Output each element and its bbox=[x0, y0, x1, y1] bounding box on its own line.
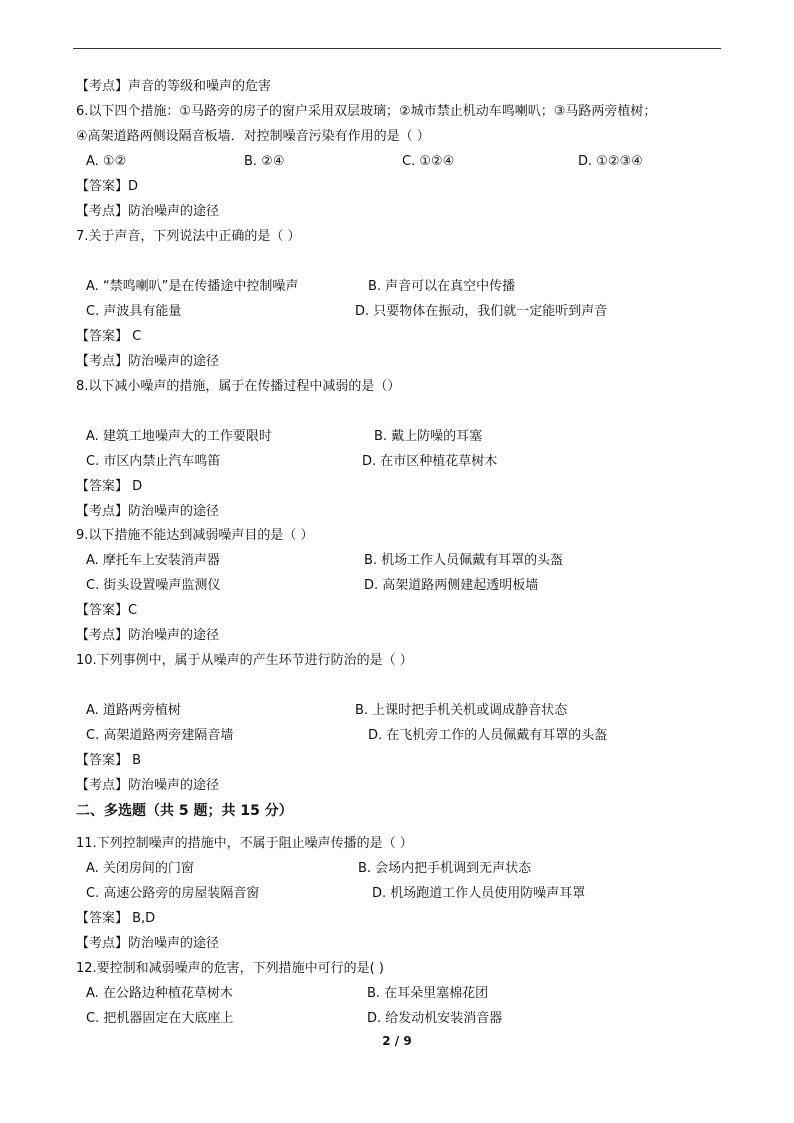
q6-answer: 【答案】D bbox=[76, 179, 139, 194]
q6-option-d: D. ①②③④ bbox=[578, 154, 643, 169]
q12-option-d: D. 给发动机安装消音器 bbox=[367, 1011, 503, 1026]
q11-option-c: C. 高速公路旁的房屋装隔音窗 bbox=[86, 886, 260, 901]
q6-option-b: B. ②④ bbox=[244, 154, 285, 169]
q11-answer: 【答案】 B,D bbox=[76, 911, 156, 926]
q12-stem: 12.要控制和减弱噪声的危害，下列措施中可行的是( ) bbox=[76, 961, 384, 976]
q11-option-b: B. 会场内把手机调到无声状态 bbox=[358, 861, 532, 876]
q6-stem-line2: ④高架道路两侧设隔音板墙．对控制噪音污染有作用的是（ ） bbox=[76, 129, 430, 144]
q9-option-d: D. 高架道路两侧建起透明板墙 bbox=[364, 578, 539, 593]
q8-option-c: C. 市区内禁止汽车鸣笛 bbox=[86, 454, 221, 469]
q8-kaodian: 【考点】防治噪声的途径 bbox=[76, 504, 220, 519]
q7-stem: 7.关于声音，下列说法中正确的是（ ） bbox=[76, 229, 301, 244]
q9-option-a: A. 摩托车上安装消声器 bbox=[86, 553, 220, 568]
q11-kaodian: 【考点】防治噪声的途径 bbox=[76, 936, 220, 951]
q10-kaodian: 【考点】防治噪声的途径 bbox=[76, 778, 220, 793]
q7-kaodian: 【考点】防治噪声的途径 bbox=[76, 354, 220, 369]
q11-option-d: D. 机场跑道工作人员使用防噪声耳罩 bbox=[372, 886, 586, 901]
q8-option-d: D. 在市区种植花草树木 bbox=[362, 454, 498, 469]
q10-stem: 10.下列事例中，属于从噪声的产生环节进行防治的是（ ） bbox=[76, 653, 413, 668]
q6-stem-line1: 6.以下四个措施：①马路旁的房子的窗户采用双层玻璃；②城市禁止机动车鸣喇叭；③马路两旁植树； bbox=[76, 104, 657, 119]
q7-answer: 【答案】 C bbox=[76, 329, 142, 344]
q8-option-b: B. 戴上防噪的耳塞 bbox=[374, 429, 483, 444]
page-number: 2 / 9 bbox=[382, 1034, 412, 1048]
q7-option-c: C. 声波具有能量 bbox=[86, 304, 182, 319]
q9-option-c: C. 街头设置噪声监测仪 bbox=[86, 578, 221, 593]
q7-option-d: D. 只要物体在振动，我们就一定能听到声音 bbox=[355, 304, 608, 319]
q12-option-a: A. 在公路边种植花草树木 bbox=[86, 986, 233, 1001]
header-rule bbox=[73, 48, 721, 49]
q11-option-a: A. 关闭房间的门窗 bbox=[86, 861, 194, 876]
q7-option-a: A. “禁鸣喇叭”是在传播途中控制噪声 bbox=[86, 279, 299, 294]
q9-answer: 【答案】C bbox=[76, 603, 138, 618]
q12-option-c: C. 把机器固定在大底座上 bbox=[86, 1011, 234, 1026]
q9-kaodian: 【考点】防治噪声的途径 bbox=[76, 628, 220, 643]
q10-answer: 【答案】 B bbox=[76, 753, 142, 768]
header-kaodian: 【考点】声音的等级和噪声的危害 bbox=[76, 79, 272, 94]
q8-answer: 【答案】 D bbox=[76, 479, 143, 494]
q9-stem: 9.以下措施不能达到减弱噪声目的是（ ） bbox=[76, 528, 314, 543]
q10-option-b: B. 上课时把手机关机或调成静音状态 bbox=[355, 703, 568, 718]
section-title-multiple-choice: 二、多选题（共 5 题；共 15 分） bbox=[76, 803, 293, 819]
q10-option-d: D. 在飞机旁工作的人员佩戴有耳罩的头盔 bbox=[368, 728, 608, 743]
q9-option-b: B. 机场工作人员佩戴有耳罩的头盔 bbox=[364, 553, 564, 568]
q6-kaodian: 【考点】防治噪声的途径 bbox=[76, 204, 220, 219]
q6-option-a: A. ①② bbox=[86, 154, 127, 169]
q10-option-c: C. 高架道路两旁建隔音墙 bbox=[86, 728, 234, 743]
q12-option-b: B. 在耳朵里塞棉花团 bbox=[367, 986, 489, 1001]
q6-option-c: C. ①②④ bbox=[402, 154, 455, 169]
q8-stem: 8.以下减小噪声的措施，属于在传播过程中减弱的是（） bbox=[76, 379, 401, 394]
q7-option-b: B. 声音可以在真空中传播 bbox=[368, 279, 516, 294]
q8-option-a: A. 建筑工地噪声大的工作要限时 bbox=[86, 429, 272, 444]
q11-stem: 11.下列控制噪声的措施中，不属于阻止噪声传播的是（ ） bbox=[76, 836, 413, 851]
q10-option-a: A. 道路两旁植树 bbox=[86, 703, 181, 718]
